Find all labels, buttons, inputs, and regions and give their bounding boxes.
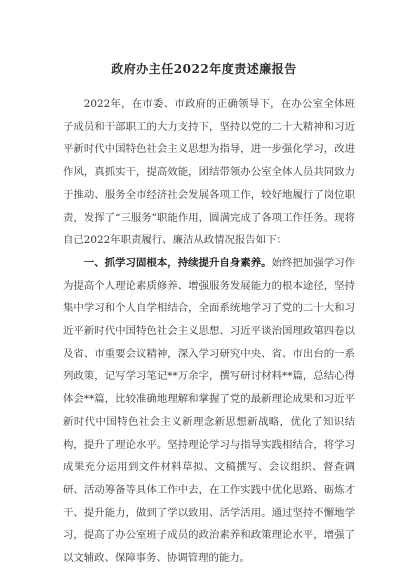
document-body	[63, 93, 355, 570]
section-1-heading: 一、抓学习固根本，持续提升自身素养。	[83, 256, 272, 269]
intro-paragraph: 2022年，在市委、市政府的正确领导下，在办公室全体班子成员和干部职工的大力支持下，坚持以党的二十大精神和习近平新时代中国特色社会主义思想为指导，进一步强化学习，改进作风，真抓实干，提高效能，团结带领办公室全体人员共同致力于推动、服务全市经济社会发展各项工作，较好地履行了岗位职责，发挥了“三服务”职能作用，圆满完成了各项工作任务。现将自己2022年职责履行、廉洁从政情况报告如下：	[63, 98, 355, 247]
document-title: 政府办主任2022年度责述廉报告	[111, 62, 297, 76]
section-1-paragraph	[63, 252, 355, 570]
section-1-text: 始终把加强学习作为提高个人理论素质修养、增强服务发展能力的根本途径，坚持集中学习和个人自学相结合，全面系统地学习了党的二十大和习近平新时代中国特色社会主义思想、习近平谈治国理政第四卷以及省、市重要会议精神，深入学习研究中央、省、市出台的一系列政策，记写学习笔记**万余字，撰写研讨材料**篇，总结心得体会**篇，比较准确地理解和掌握了党的最新理论成果和习近平新时代中国特色社会主义新理念新思想新战略，优化了知识结构，提升了理论水平。坚持理论学习与指导实践相结合，将学习成果充分运用到文件材料草拟、文稿撰写、会议组织、督查调研、活动筹备等具体工作中去，在工作实践中优化思路、砺炼才干、提升能力，做到了学以致用、活学活用。通过坚持不懈地学习，提高了办公室班子成员的政治素养和政策理论水平，增强了以文辅政、保障事务、协调管理的能力。	[63, 256, 356, 565]
